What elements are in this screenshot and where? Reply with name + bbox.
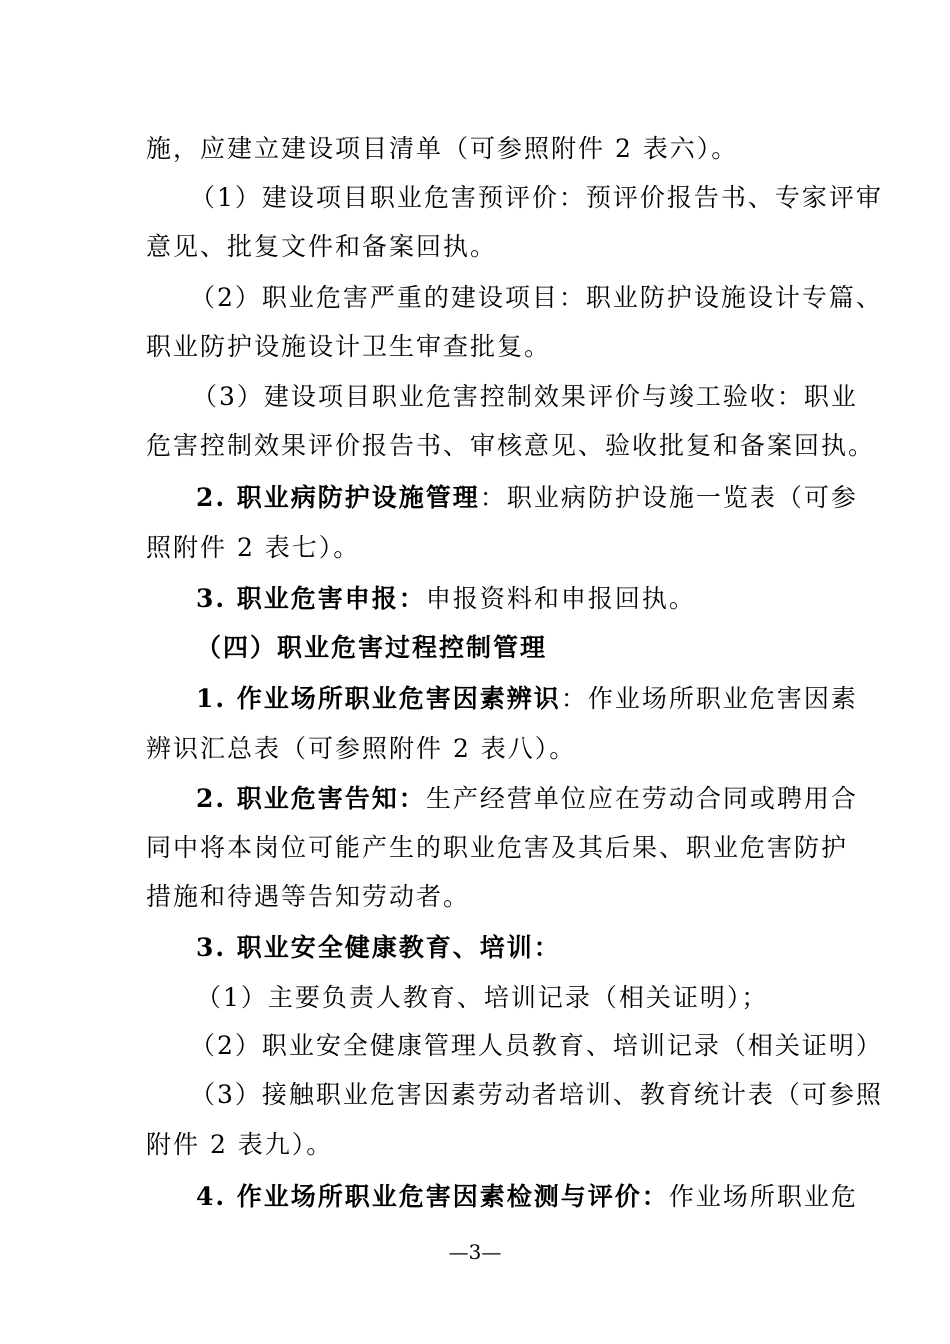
body-text: 同中将本岗位可能产生的职业危害及其后果、职业危害防护 (146, 833, 849, 862)
text-line (192, 382, 858, 412)
bold-heading-text: 2. 职业病防护设施管理 (196, 483, 480, 512)
body-text: （1）建设项目职业危害预评价：预评价报告书、专家评审 (190, 183, 883, 212)
text-line (190, 283, 883, 313)
text-line (146, 533, 810, 563)
text-line (146, 833, 849, 863)
bold-heading-text: 4. 作业场所职业危害因素检测与评价： (196, 1182, 669, 1211)
text-line (146, 882, 810, 912)
bold-heading-text: 1. 作业场所职业危害因素辨识 (196, 684, 561, 713)
page-number: —3— (448, 1240, 502, 1264)
text-line (196, 483, 858, 513)
text-line (196, 1182, 858, 1212)
text-line (146, 431, 876, 461)
body-text: 附件 2 表九）。 (146, 1130, 334, 1159)
text-line (146, 734, 810, 764)
body-text: （2）职业安全健康管理人员教育、培训记录（相关证明） (190, 1031, 883, 1060)
text-line (190, 1080, 883, 1110)
text-line (196, 584, 810, 614)
body-text: ：职业病防护设施一览表（可参 (479, 483, 858, 512)
text-line (146, 134, 810, 164)
text-line (196, 983, 810, 1013)
text-line (196, 784, 858, 814)
text-line (196, 684, 858, 714)
body-text: 照附件 2 表七）。 (146, 533, 361, 562)
body-text: 意见、批复文件和备案回执。 (146, 232, 498, 261)
body-text: 措施和待遇等告知劳动者。 (146, 882, 471, 911)
bold-heading-text: （四）职业危害过程控制管理 (196, 633, 548, 662)
body-text: 施，应建立建设项目清单（可参照附件 2 表六）。 (146, 134, 739, 163)
body-text: 辨识汇总表（可参照附件 2 表八）。 (146, 734, 577, 763)
text-line (146, 1130, 810, 1160)
body-text: 作业场所职业危 (668, 1182, 858, 1211)
text-line (196, 933, 810, 963)
body-text: 危害控制效果评价报告书、审核意见、验收批复和备案回执。 (146, 431, 876, 460)
body-text: （2）职业危害严重的建设项目：职业防护设施设计专篇、 (190, 283, 883, 312)
body-text: ：作业场所职业危害因素 (560, 684, 858, 713)
body-text: （3）建设项目职业危害控制效果评价与竣工验收：职业 (192, 382, 858, 411)
text-line (196, 633, 810, 663)
bold-heading-text: 2. 职业危害告知： (196, 784, 426, 813)
body-text: （1）主要负责人教育、培训记录（相关证明）； (196, 983, 769, 1012)
body-text: 申报资料和申报回执。 (425, 584, 696, 613)
text-line (190, 183, 883, 213)
text-line (190, 1031, 883, 1061)
text-line (146, 232, 810, 262)
bold-heading-text: 3. 职业危害申报： (196, 584, 426, 613)
body-text: （3）接触职业危害因素劳动者培训、教育统计表（可参照 (190, 1080, 883, 1109)
body-text: 生产经营单位应在劳动合同或聘用合 (425, 784, 858, 813)
body-text: 职业防护设施设计卫生审查批复。 (146, 332, 552, 361)
bold-heading-text: 3. 职业安全健康教育、培训： (196, 933, 561, 962)
text-line (146, 332, 810, 362)
